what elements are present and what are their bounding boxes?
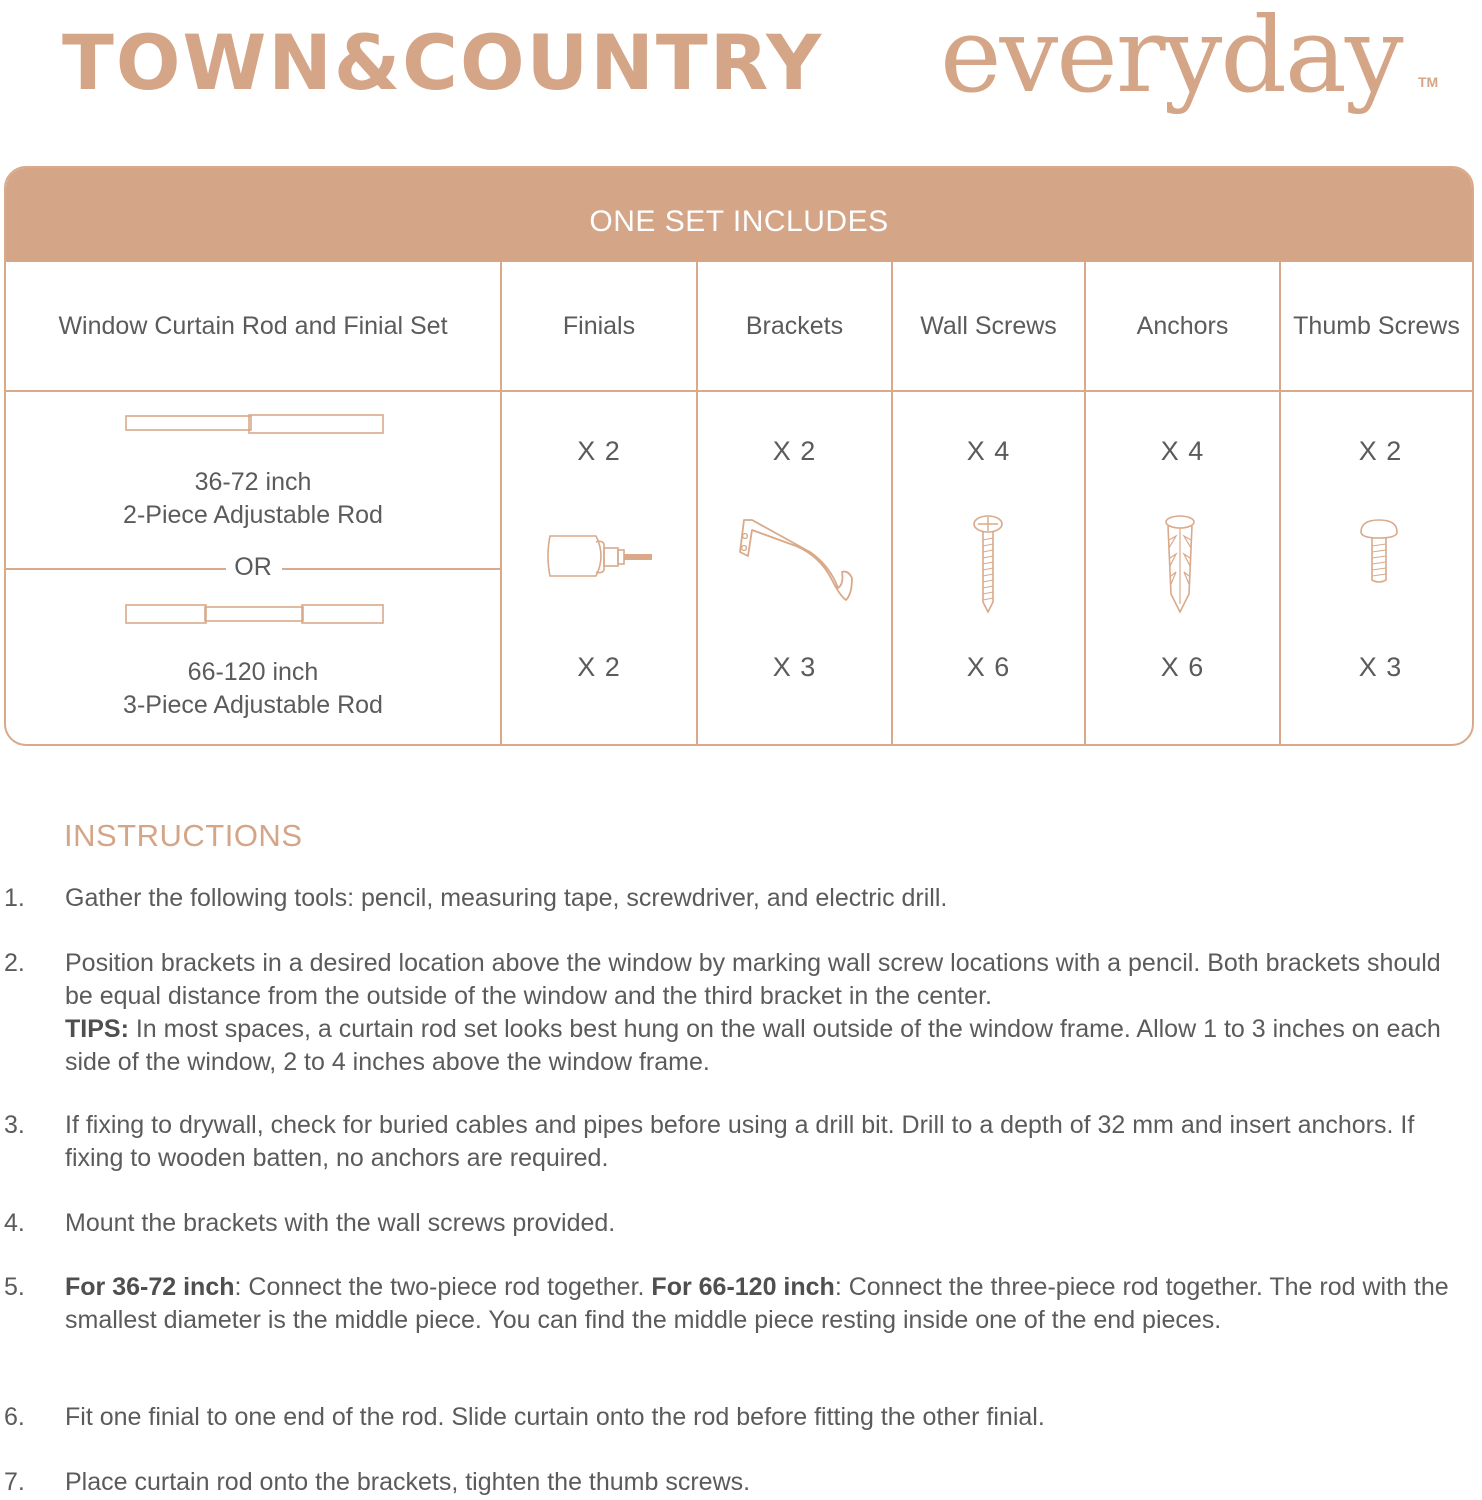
- wall-screws-qty-option-2: X 6: [966, 652, 1011, 682]
- column-header-wall-screws: Wall Screws: [920, 312, 1057, 340]
- thumb-screws-qty-option-2: X 3: [1358, 652, 1403, 682]
- or-label: OR: [234, 553, 272, 581]
- step-number: 2.: [4, 949, 25, 977]
- rod-option-2-size: 66-120 inch: [187, 658, 319, 686]
- step-label-66-120: For 66-120 inch: [651, 1273, 835, 1301]
- finials-qty-option-1: X 2: [577, 436, 621, 466]
- rod-option-1-size: 36-72 inch: [194, 468, 312, 496]
- rod-option-1-type: 2-Piece Adjustable Rod: [123, 501, 383, 529]
- tips-label: TIPS:: [65, 1015, 129, 1043]
- brackets-qty-option-2: X 3: [772, 652, 817, 682]
- anchors-qty-option-1: X 4: [1160, 436, 1205, 466]
- column-header-brackets: Brackets: [745, 312, 844, 340]
- rod-3-piece-icon: [125, 604, 385, 626]
- step-text: If fixing to drywall, check for buried cables and pipes before using a drill bit. Drill to a depth of 32 mm and insert anchors. If fixing to wooden batten, no anchors are required.: [65, 1111, 1415, 1172]
- brand-name-right: everyday: [940, 0, 1402, 116]
- step-text: Place curtain rod onto the brackets, tighten the thumb screws.: [65, 1468, 751, 1496]
- column-header-thumb-screws: Thumb Screws: [1293, 312, 1460, 340]
- finials-qty-option-2: X 2: [577, 652, 621, 682]
- set-includes-table: [4, 166, 1474, 746]
- brand-name-left: TOWN&COUNTRY: [62, 18, 824, 107]
- step-text: Fit one finial to one end of the rod. Slide curtain onto the rod before fitting the other finial.: [65, 1403, 1045, 1431]
- anchor-icon: [1163, 514, 1197, 614]
- rod-option-2-type: 3-Piece Adjustable Rod: [123, 691, 383, 719]
- header-row-divider: [6, 390, 1472, 392]
- wall-screw-icon: [972, 514, 1004, 614]
- rod-2-piece-icon: [125, 414, 385, 436]
- column-header-finials: Finials: [562, 312, 636, 340]
- finial-icon: [544, 528, 656, 584]
- step-number: 6.: [4, 1403, 25, 1431]
- step-text: Position brackets in a desired location above the window by marking wall screw locations with a pencil. Both brackets should be equal distance from the outside of the window and the third bracket in the center.: [65, 949, 1441, 1010]
- instructions-title: INSTRUCTIONS: [64, 818, 303, 853]
- step-text: Gather the following tools: pencil, measuring tape, screwdriver, and electric drill.: [65, 884, 948, 912]
- brackets-qty-option-1: X 2: [772, 436, 817, 466]
- step-number: 7.: [4, 1468, 25, 1496]
- step-text: : Connect the two-piece rod together.: [234, 1273, 652, 1301]
- brand-logo: [0, 0, 1482, 130]
- step-number: 1.: [4, 884, 25, 912]
- tips-text: In most spaces, a curtain rod set looks best hung on the wall outside of the window frame. Allow 1 to 3 inches on each side of the window, 2 to 4 inches above the window frame.: [65, 1015, 1441, 1076]
- step-label-36-72: For 36-72 inch: [65, 1273, 235, 1301]
- anchors-qty-option-2: X 6: [1160, 652, 1205, 682]
- bracket-icon: [736, 516, 856, 606]
- step-number: 3.: [4, 1111, 25, 1139]
- step-number: 5.: [4, 1273, 25, 1301]
- set-includes-title: ONE SET INCLUDES: [6, 168, 1472, 262]
- trademark-mark: TM: [1418, 74, 1439, 90]
- column-header-rod: Window Curtain Rod and Finial Set: [58, 312, 448, 340]
- column-header-anchors: Anchors: [1136, 312, 1229, 340]
- thumb-screw-icon: [1359, 518, 1399, 586]
- wall-screws-qty-option-1: X 4: [966, 436, 1011, 466]
- step-text: Mount the brackets with the wall screws provided.: [65, 1209, 616, 1237]
- thumb-screws-qty-option-1: X 2: [1358, 436, 1403, 466]
- step-text: : Connect the three-piece rod together. The rod with the smallest diameter is the middle piece. You can find the middle piece resting inside one of the end pieces.: [65, 1273, 1449, 1334]
- step-number: 4.: [4, 1209, 25, 1237]
